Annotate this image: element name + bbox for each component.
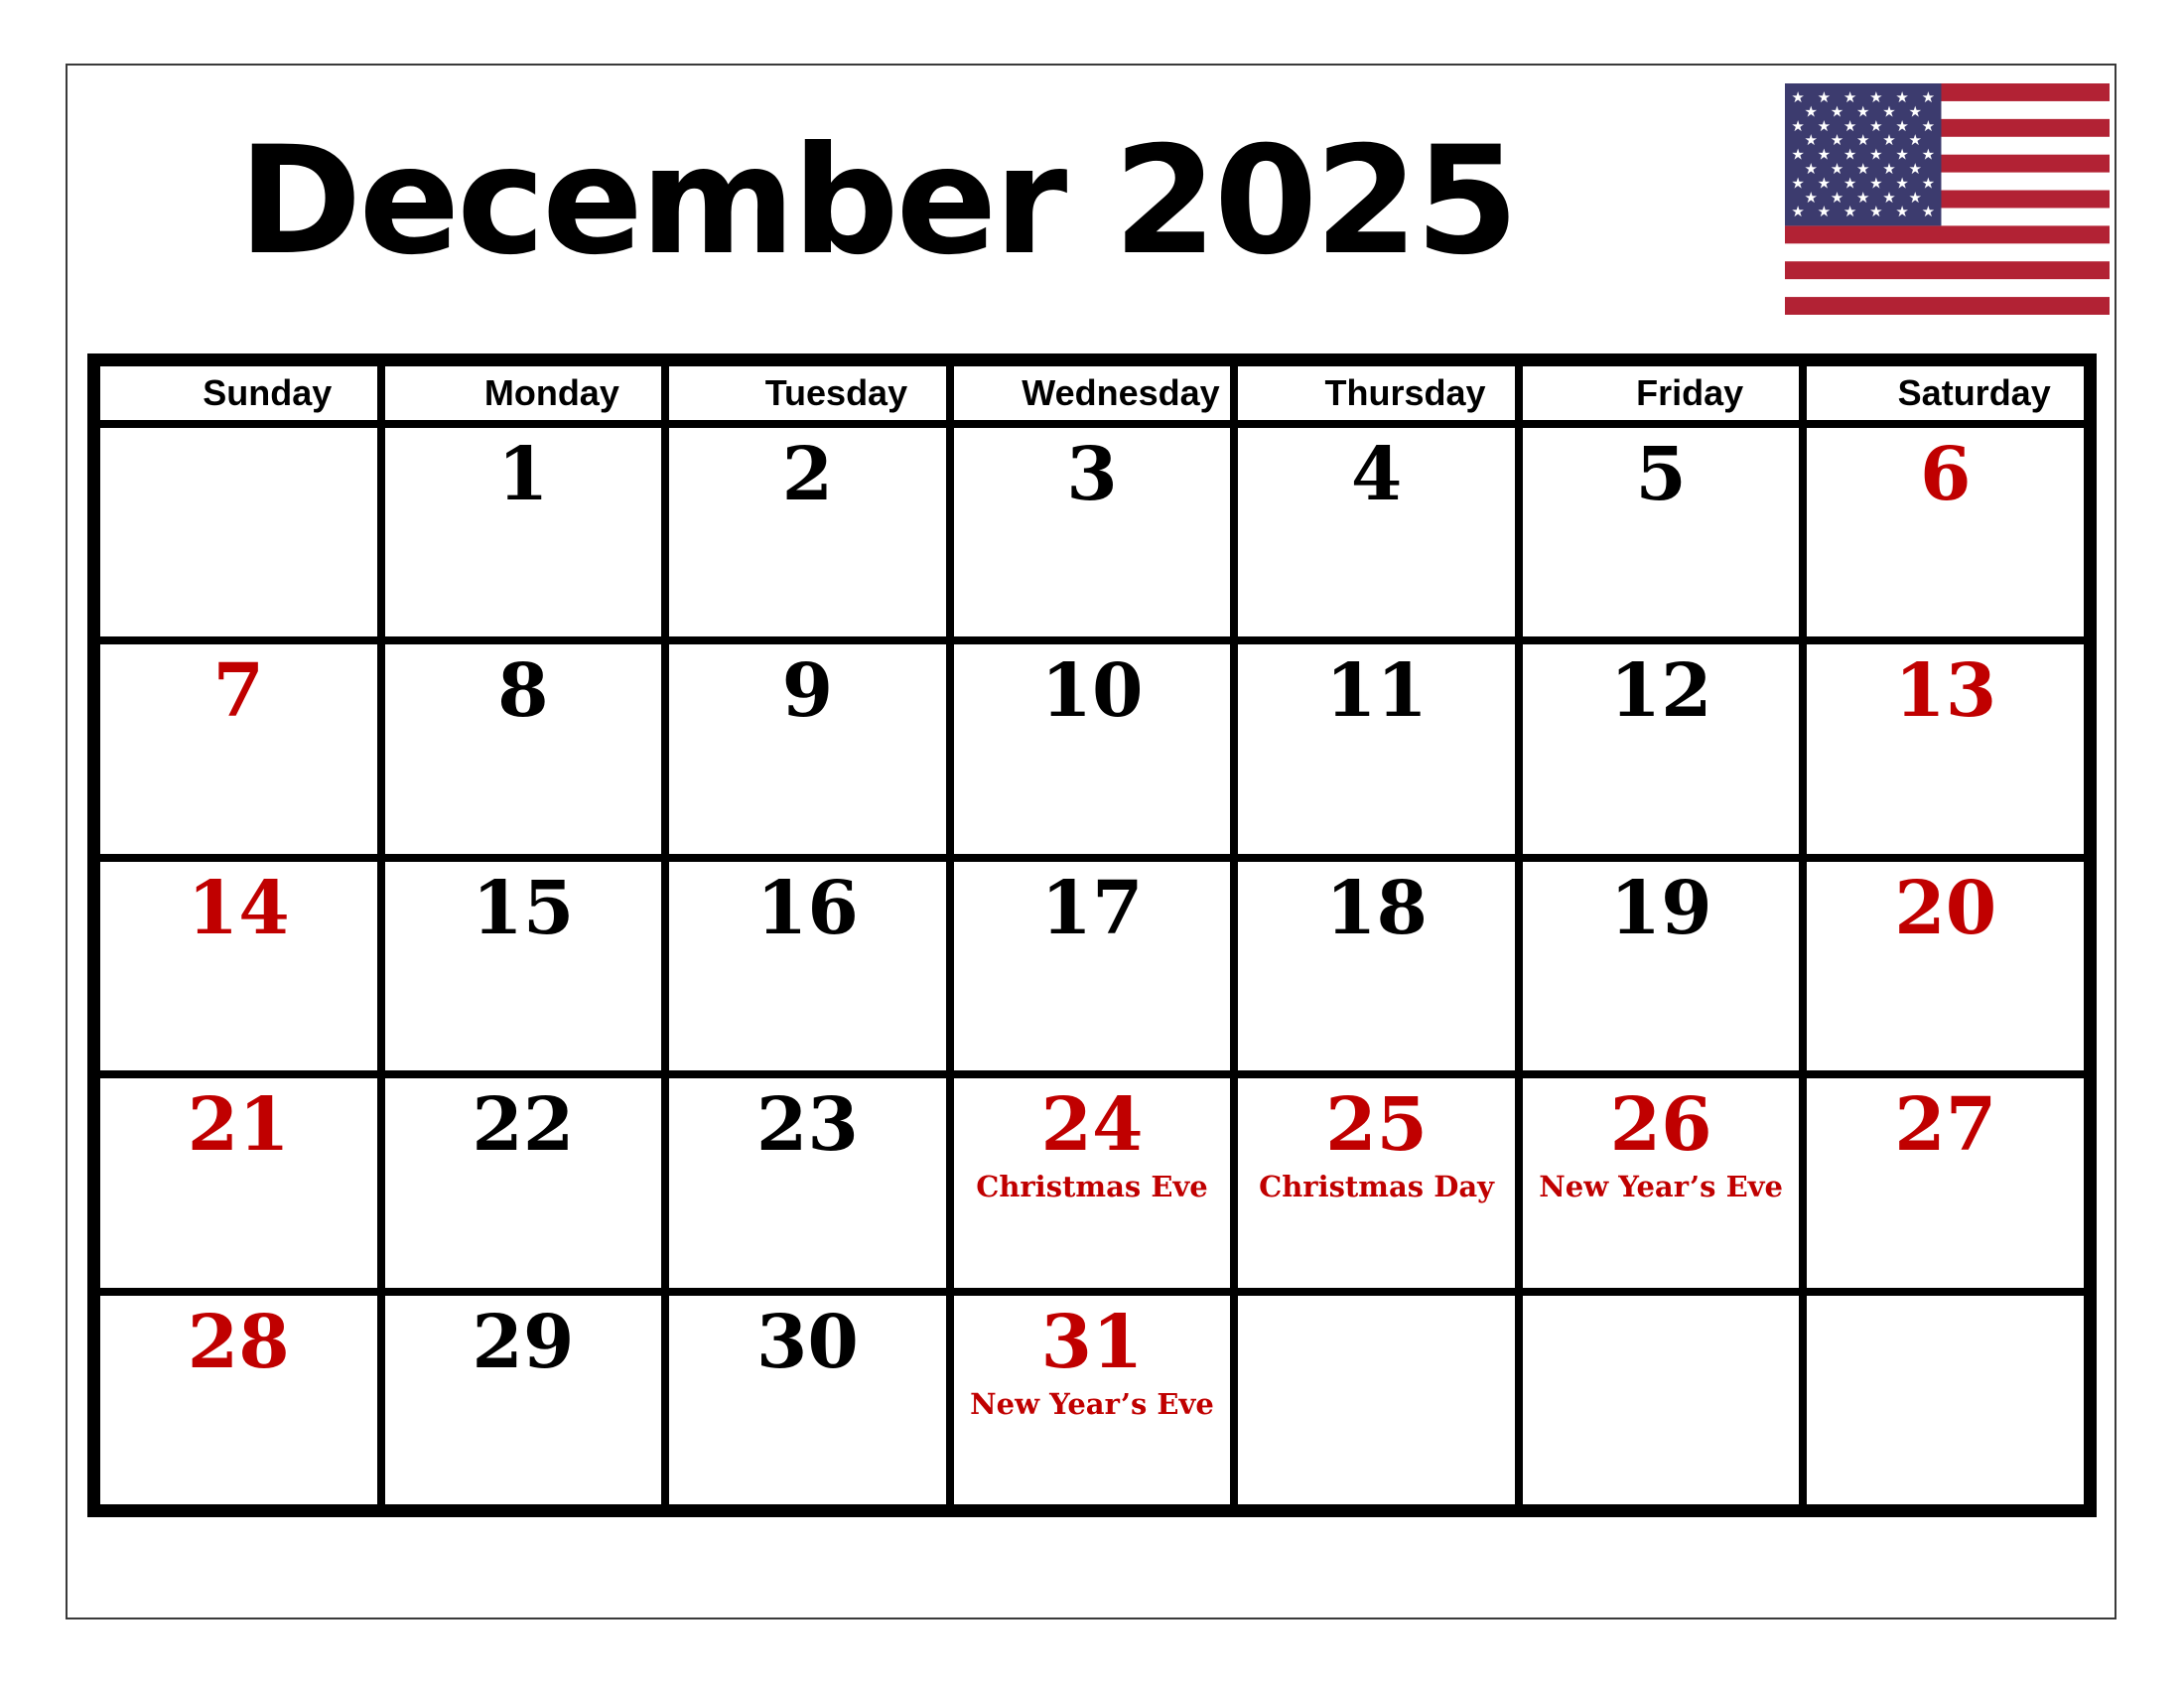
date-number: 3 bbox=[1066, 432, 1118, 517]
svg-text:★: ★ bbox=[1830, 160, 1844, 178]
svg-text:★: ★ bbox=[1855, 160, 1870, 178]
day-cell-31 bbox=[950, 1292, 1235, 1508]
day-cell-14 bbox=[96, 858, 381, 1074]
svg-text:★: ★ bbox=[1817, 174, 1832, 193]
svg-text:★: ★ bbox=[1830, 188, 1844, 207]
svg-text:★: ★ bbox=[1895, 145, 1909, 164]
svg-text:★: ★ bbox=[1869, 203, 1883, 221]
day-cell-16 bbox=[665, 858, 950, 1074]
date-number: 24 bbox=[1040, 1082, 1144, 1169]
svg-text:★: ★ bbox=[1791, 88, 1805, 106]
day-cell-8 bbox=[381, 640, 666, 857]
date-number: 6 bbox=[1919, 432, 1972, 517]
day-cell-19 bbox=[1519, 858, 1804, 1074]
weekday-header-monday: Monday bbox=[381, 362, 666, 424]
svg-text:★: ★ bbox=[1908, 160, 1922, 178]
day-cell-6 bbox=[1803, 424, 2088, 640]
svg-text:★: ★ bbox=[1804, 160, 1819, 178]
date-number: 25 bbox=[1325, 1082, 1429, 1169]
holiday-label: New Year’s Eve bbox=[970, 1386, 1214, 1421]
day-cell-24 bbox=[950, 1074, 1235, 1291]
date-number: 20 bbox=[1894, 865, 1997, 951]
date-number: 29 bbox=[472, 1299, 575, 1385]
day-cell-3 bbox=[950, 424, 1235, 640]
svg-text:★: ★ bbox=[1882, 131, 1896, 150]
day-cell-1 bbox=[381, 424, 666, 640]
weekday-header-saturday: Saturday bbox=[1803, 362, 2088, 424]
day-cell-28 bbox=[96, 1292, 381, 1508]
date-number: 11 bbox=[1325, 648, 1429, 735]
svg-text:★: ★ bbox=[1817, 116, 1832, 135]
svg-text:★: ★ bbox=[1921, 88, 1936, 106]
svg-text:★: ★ bbox=[1921, 145, 1936, 164]
svg-text:★: ★ bbox=[1843, 174, 1857, 193]
day-cell-18 bbox=[1234, 858, 1519, 1074]
svg-text:★: ★ bbox=[1817, 203, 1832, 221]
weekday-header-wednesday: Wednesday bbox=[950, 362, 1235, 424]
day-cell-30 bbox=[665, 1292, 950, 1508]
day-cell-26 bbox=[1519, 1074, 1804, 1291]
svg-text:★: ★ bbox=[1895, 203, 1909, 221]
svg-text:★: ★ bbox=[1908, 131, 1922, 150]
date-number: 28 bbox=[187, 1299, 290, 1385]
day-cell-2 bbox=[665, 424, 950, 640]
weekday-header-friday: Friday bbox=[1519, 362, 1804, 424]
svg-text:★: ★ bbox=[1804, 102, 1819, 121]
date-number: 9 bbox=[781, 648, 834, 735]
svg-text:★: ★ bbox=[1830, 131, 1844, 150]
date-number: 18 bbox=[1325, 865, 1429, 951]
day-cell-10 bbox=[950, 640, 1235, 857]
svg-text:★: ★ bbox=[1869, 88, 1883, 106]
day-cell-25 bbox=[1234, 1074, 1519, 1291]
svg-text:★: ★ bbox=[1830, 102, 1844, 121]
date-number: 14 bbox=[187, 865, 290, 951]
day-cell-27 bbox=[1803, 1074, 2088, 1291]
svg-text:★: ★ bbox=[1804, 131, 1819, 150]
weekday-header-thursday: Thursday bbox=[1234, 362, 1519, 424]
date-number: 30 bbox=[755, 1299, 859, 1385]
calendar-grid bbox=[87, 353, 2097, 1517]
svg-text:★: ★ bbox=[1817, 145, 1832, 164]
svg-text:★: ★ bbox=[1908, 188, 1922, 207]
svg-text:★: ★ bbox=[1791, 203, 1805, 221]
svg-text:★: ★ bbox=[1869, 116, 1883, 135]
date-number: 27 bbox=[1894, 1082, 1997, 1169]
day-cell-22 bbox=[381, 1074, 666, 1291]
svg-text:★: ★ bbox=[1921, 116, 1936, 135]
calendar-title: December 2025 bbox=[238, 115, 1516, 288]
svg-text:★: ★ bbox=[1817, 88, 1832, 106]
day-cell-empty bbox=[1519, 1292, 1804, 1508]
day-cell-empty bbox=[1803, 1292, 2088, 1508]
svg-text:★: ★ bbox=[1895, 116, 1909, 135]
day-cell-5 bbox=[1519, 424, 1804, 640]
day-cell-21 bbox=[96, 1074, 381, 1291]
date-number: 23 bbox=[755, 1082, 859, 1169]
svg-text:★: ★ bbox=[1882, 188, 1896, 207]
holiday-label: Christmas Eve bbox=[976, 1170, 1208, 1204]
date-number: 10 bbox=[1040, 648, 1144, 735]
svg-text:★: ★ bbox=[1843, 145, 1857, 164]
svg-text:★: ★ bbox=[1882, 102, 1896, 121]
svg-text:★: ★ bbox=[1855, 188, 1870, 207]
svg-text:★: ★ bbox=[1843, 116, 1857, 135]
day-cell-11 bbox=[1234, 640, 1519, 857]
date-number: 31 bbox=[1040, 1299, 1144, 1385]
svg-text:★: ★ bbox=[1869, 145, 1883, 164]
day-cell-empty bbox=[1234, 1292, 1519, 1508]
svg-text:★: ★ bbox=[1843, 88, 1857, 106]
svg-text:★: ★ bbox=[1855, 102, 1870, 121]
date-number: 17 bbox=[1040, 865, 1144, 951]
svg-text:★: ★ bbox=[1921, 174, 1936, 193]
weekday-header-tuesday: Tuesday bbox=[665, 362, 950, 424]
svg-text:★: ★ bbox=[1791, 145, 1805, 164]
svg-text:★: ★ bbox=[1895, 88, 1909, 106]
svg-text:★: ★ bbox=[1869, 174, 1883, 193]
svg-text:★: ★ bbox=[1908, 102, 1922, 121]
date-number: 15 bbox=[472, 865, 575, 951]
date-number: 1 bbox=[497, 432, 549, 517]
date-number: 4 bbox=[1350, 432, 1403, 517]
day-cell-13 bbox=[1803, 640, 2088, 857]
day-cell-29 bbox=[381, 1292, 666, 1508]
date-number: 12 bbox=[1609, 648, 1712, 735]
holiday-label: Christmas Day bbox=[1259, 1170, 1494, 1204]
weekday-header-sunday: Sunday bbox=[96, 362, 381, 424]
date-number: 26 bbox=[1609, 1082, 1712, 1169]
day-cell-20 bbox=[1803, 858, 2088, 1074]
svg-text:★: ★ bbox=[1921, 203, 1936, 221]
date-number: 22 bbox=[472, 1082, 575, 1169]
date-number: 13 bbox=[1894, 648, 1997, 735]
day-cell-15 bbox=[381, 858, 666, 1074]
date-number: 7 bbox=[212, 648, 265, 735]
svg-text:★: ★ bbox=[1843, 203, 1857, 221]
day-cell-4 bbox=[1234, 424, 1519, 640]
svg-text:★: ★ bbox=[1855, 131, 1870, 150]
svg-text:★: ★ bbox=[1882, 160, 1896, 178]
date-number: 2 bbox=[781, 432, 834, 517]
day-cell-empty bbox=[96, 424, 381, 640]
day-cell-7 bbox=[96, 640, 381, 857]
svg-text:★: ★ bbox=[1804, 188, 1819, 207]
svg-text:★: ★ bbox=[1791, 174, 1805, 193]
day-cell-12 bbox=[1519, 640, 1804, 857]
holiday-label: New Year’s Eve bbox=[1539, 1170, 1783, 1204]
svg-text:★: ★ bbox=[1895, 174, 1909, 193]
day-cell-9 bbox=[665, 640, 950, 857]
svg-text:★: ★ bbox=[1791, 116, 1805, 135]
date-number: 16 bbox=[755, 865, 859, 951]
date-number: 5 bbox=[1635, 432, 1687, 517]
date-number: 21 bbox=[187, 1082, 290, 1169]
day-cell-23 bbox=[665, 1074, 950, 1291]
date-number: 19 bbox=[1609, 865, 1712, 951]
day-cell-17 bbox=[950, 858, 1235, 1074]
us-flag-icon bbox=[1785, 83, 2110, 315]
date-number: 8 bbox=[497, 648, 549, 735]
